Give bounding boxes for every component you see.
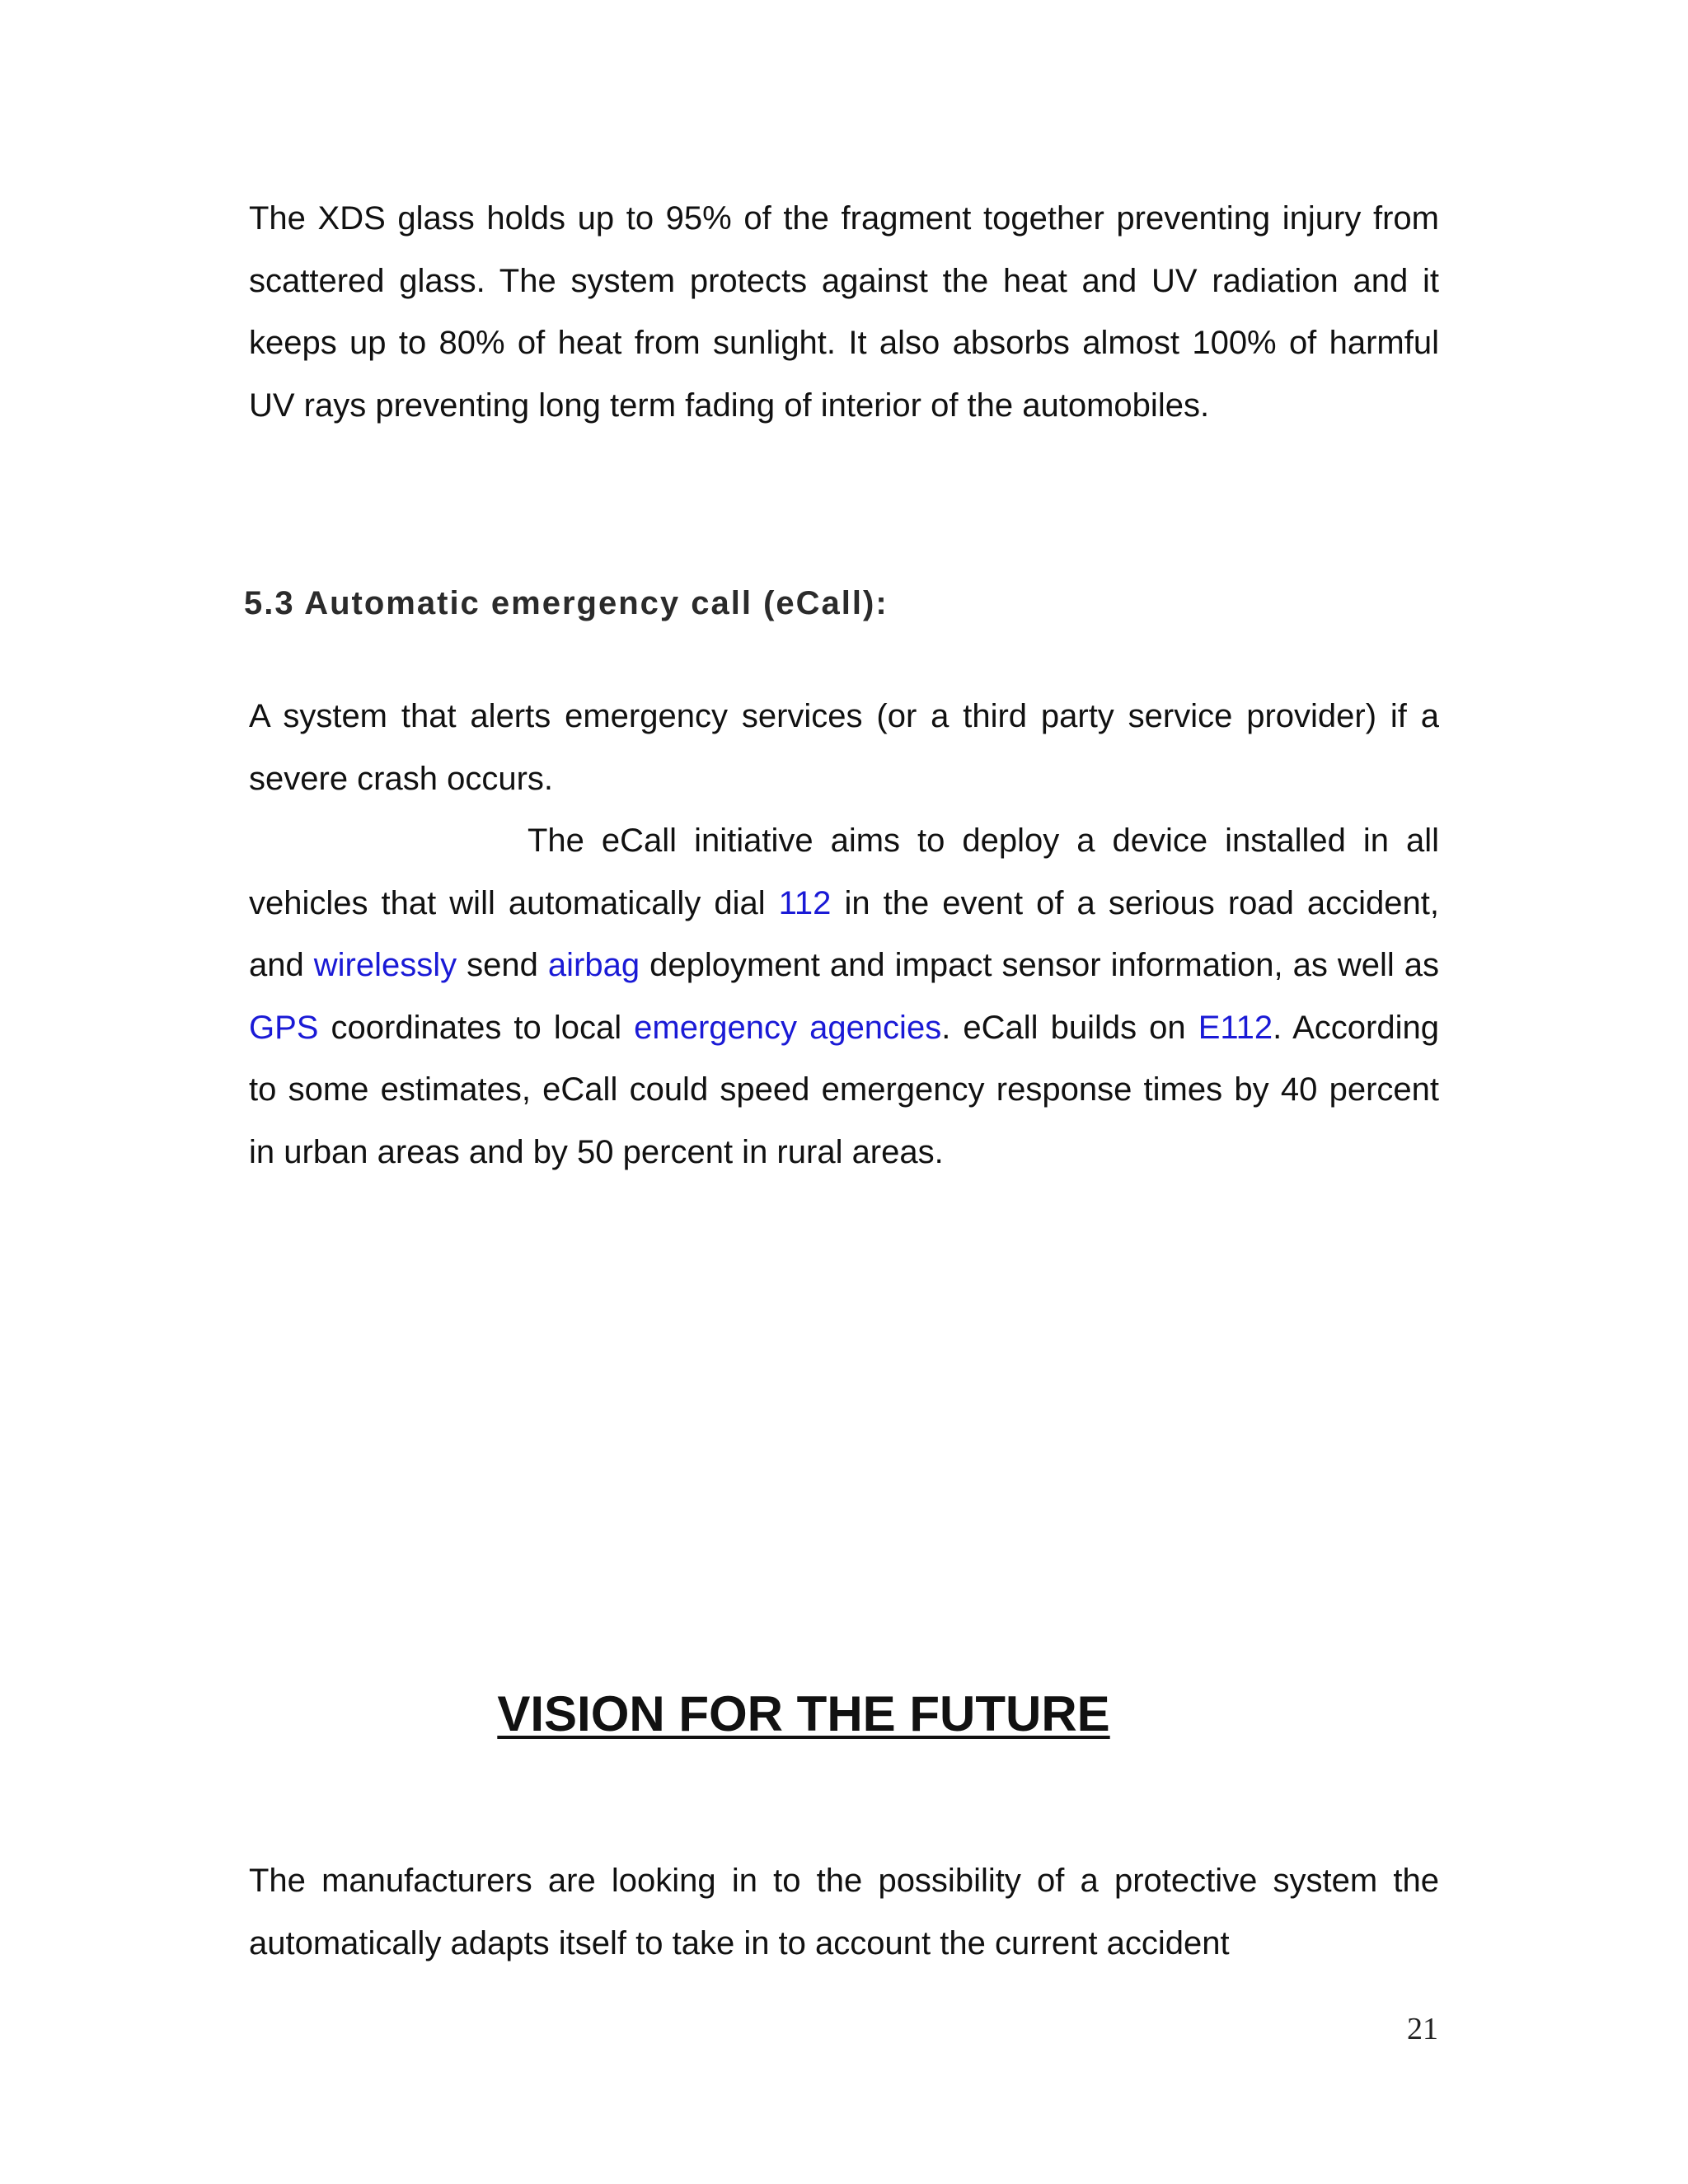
ecall-text-3: send <box>457 947 548 983</box>
ecall-intro-text: A system that alerts emergency services (or a third party service provider) if a severe crash occurs. <box>249 698 1439 797</box>
ecall-text-6: . eCall builds on <box>941 1009 1198 1046</box>
ecall-text-2: in the event of a serious road accident, and <box>249 884 1440 983</box>
link-gps[interactable]: GPS <box>249 1009 319 1046</box>
page-number: 21 <box>1407 2012 1438 2046</box>
link-wirelessly[interactable]: wirelessly <box>313 947 457 983</box>
ecall-text-4: deployment and impact sensor information, as well as <box>640 947 1440 983</box>
section-heading-ecall: 5.3 Automatic emergency call (eCall): <box>244 585 889 621</box>
link-e112[interactable]: E112 <box>1198 1009 1273 1046</box>
paragraph-ecall <box>249 686 1439 1183</box>
link-emergency-agencies[interactable]: emergency agencies <box>634 1009 942 1046</box>
ecall-text-1: The eCall initiative aims to deploy a device installed in all vehicles that will automatically dial <box>249 823 1439 921</box>
heading-vision-for-the-future: VISION FOR THE FUTURE <box>497 1686 1110 1741</box>
paragraph-xds-glass: The XDS glass holds up to 95% of the fragment together preventing injury from scattered glass. The system protects against the heat and UV radiation and it keeps up to 80% of heat from sunlight. It also absorbs almost 100% of harmful UV rays preventing long term fading of interior of the automobiles. <box>249 200 1439 424</box>
link-112[interactable]: 112 <box>778 884 832 921</box>
link-airbag[interactable]: airbag <box>547 947 640 983</box>
ecall-text-7: . According to some estimates, eCall could speed emergency response times by 40 percent in urban areas and by 50 percent in rural areas. <box>249 1009 1439 1170</box>
ecall-text-5: coordinates to local <box>318 1009 635 1046</box>
paragraph-future-vision: The manufacturers are looking in to the possibility of a protective system the automatically adapts itself to take in to account the current accident <box>249 1863 1439 1961</box>
